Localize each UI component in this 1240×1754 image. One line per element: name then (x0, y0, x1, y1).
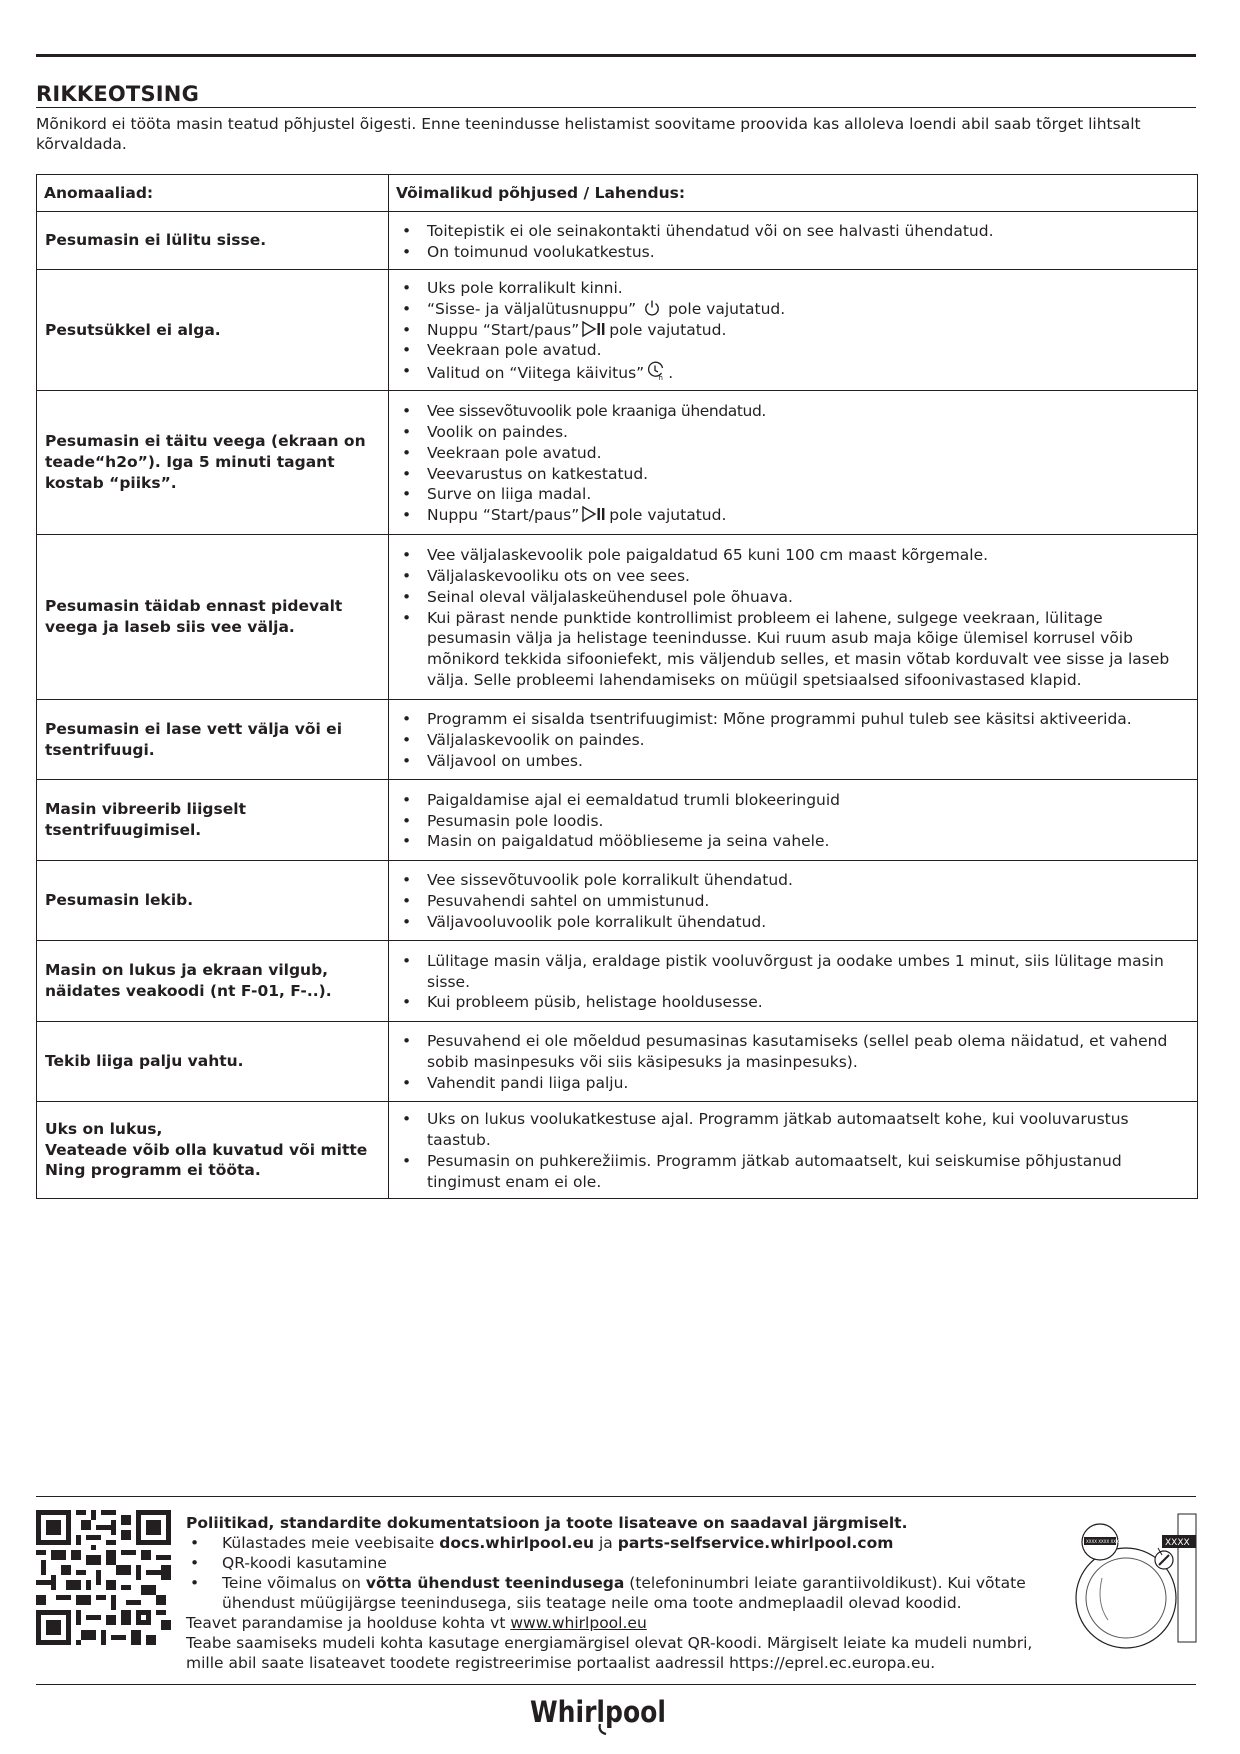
cause-item: • Vee väljalaskevoolik pole paigaldatud 65 kuni 100 cm maast kõrgemale. (397, 545, 1191, 566)
cause-text: Valitud on “Viitega käivitus” (427, 364, 645, 383)
intro-text: Mõnikord ei tööta masin teatud põhjustel õigesti. Enne teenindusse helistamist soovitame proovida kas alloleva loendi abil saab tõrget lihtsalt kõrvaldada. (36, 115, 1141, 153)
cause-item: • Kui pärast nende punktide kontrollimist probleem ei lahene, sulgege veekraan, lülitage pesumasin välja ja helistage teenindusse. Kui ruum asub maja kõige ülemisel korrusel võib mõnikord tekkida sifooniefekt, mis väljendub selles, et masin võtab korduvalt vee sisse ja laseb välja. Selle probleemi lahendamiseks on müügil spetsiaalsed sifoonivastased klapid. (397, 608, 1191, 691)
anomaly-cell: Pesumasin ei täitu veega (ekraan on teade“h2o”). Iga 5 minuti tagant kostab “piiks”. (37, 391, 389, 535)
troubleshooting-table (36, 174, 1198, 1199)
cause-item: • Veevarustus on katkestatud. (397, 464, 1191, 485)
power-icon (643, 299, 661, 317)
cause-text: Nuppu “Start/paus” (427, 320, 580, 339)
footer-info (186, 1513, 1066, 1673)
cause-item: • Pesumasin pole loodis. (397, 811, 1191, 832)
footer-top-rule (36, 1496, 1196, 1497)
parts-link[interactable]: parts-selfservice.whirlpool.com (617, 1534, 894, 1552)
causes-cell (389, 270, 1198, 391)
title-underline (36, 107, 1196, 108)
whirlpool-link[interactable]: www.whirlpool.eu (510, 1614, 647, 1632)
cause-item: • On toimunud voolukatkestus. (397, 242, 1191, 263)
column-header-causes: Võimalikud põhjused / Lahendus: (389, 175, 1198, 212)
cause-text: pole vajutatud. (609, 506, 727, 525)
cause-item: • Väljavooluvoolik pole korralikult ühendatud. (397, 912, 1191, 933)
causes-cell (389, 391, 1198, 535)
anomaly-line: Ning programm ei tööta. (45, 1161, 261, 1180)
cause-item: • Pesuvahendi sahtel on ummistunud. (397, 891, 1191, 912)
cause-text: pole vajutatud. (668, 299, 786, 318)
causes-cell (389, 212, 1198, 270)
footer-text: ja (594, 1534, 618, 1552)
cause-item: • Voolik on paindes. (397, 422, 1191, 443)
top-rule (36, 54, 1196, 57)
footer-list (186, 1533, 1066, 1613)
cause-item: • Uks on lukus voolukatkestuse ajal. Programm jätkab automaatselt kohe, kui vooluvarustus taastub. (397, 1109, 1191, 1151)
start-pause-icon (581, 505, 607, 523)
cause-item: • Vee sissevõtuvoolik pole korralikult ühendatud. (397, 870, 1191, 891)
cause-item: • Masin on paigaldatud mööblieseme ja seina vahele. (397, 831, 1191, 852)
table-row (37, 270, 1198, 391)
causes-cell (389, 780, 1198, 861)
cause-item: • Seinal oleval väljalaskeühendusel pole õhuava. (397, 587, 1191, 608)
whirlpool-logo (528, 1688, 668, 1736)
cause-item: • Lülitage masin välja, eraldage pistik vooluvõrgust ja oodake umbes 1 minut, siis lülitage masin sisse. (397, 951, 1191, 993)
footer-bottom-rule (36, 1684, 1196, 1685)
cause-item: • Toitepistik ei ole seinakontakti ühendatud või on see halvasti ühendatud. (397, 221, 1191, 242)
model-code-badge: XXXX (1165, 1538, 1190, 1548)
anomaly-cell: Pesutsükkel ei alga. (37, 270, 389, 391)
table-row (37, 861, 1198, 941)
cause-item: • Uks pole korralikult kinni. (397, 278, 1191, 299)
cause-text: “Sisse- ja väljalütusnuppu” (427, 299, 637, 318)
repair-info (186, 1613, 1066, 1633)
cause-item: • Vahendit pandi liiga palju. (397, 1073, 1191, 1094)
anomaly-cell: Masin on lukus ja ekraan vilgub, näidates veakoodi (nt F-01, F-..). (37, 941, 389, 1022)
anomaly-cell: Masin vibreerib liigselt tsentrifuugimisel. (37, 780, 389, 861)
delay-start-icon (646, 361, 666, 381)
cause-item: • Väljalaskevooliku ots on vee sees. (397, 566, 1191, 587)
footer-item: • QR-koodi kasutamine (186, 1553, 1066, 1573)
table-row (37, 391, 1198, 535)
cause-text: pole vajutatud. (609, 320, 727, 339)
svg-text:h: h (658, 374, 664, 383)
cause-item: • Pesumasin on puhkerežiimis. Programm jätkab automaatselt, kui seiskumise põhjustanud tingimust enam ei ole. (397, 1151, 1191, 1193)
cause-text: . (668, 364, 674, 383)
cause-item (397, 320, 1191, 341)
causes-cell (389, 535, 1198, 700)
table-row (37, 535, 1198, 700)
cause-item (397, 505, 1191, 526)
page-title: RIKKEOTSING (36, 82, 200, 106)
causes-cell (389, 941, 1198, 1022)
cause-item: • Paigaldamise ajal ei eemaldatud trumli blokeeringuid (397, 790, 1191, 811)
cause-item (397, 361, 1191, 384)
table-row (37, 212, 1198, 270)
causes-cell (389, 861, 1198, 941)
start-pause-icon (581, 320, 607, 338)
anomaly-cell: Pesumasin lekib. (37, 861, 389, 941)
causes-cell (389, 1022, 1198, 1102)
column-header-anomaly: Anomaaliad: (37, 175, 389, 212)
table-row (37, 941, 1198, 1022)
cause-item: • Vee sissevõtuvoolik pole kraaniga ühendatud. (397, 401, 1191, 422)
cause-item: • Veekraan pole avatud. (397, 340, 1191, 361)
table-row (37, 1102, 1198, 1199)
anomaly-line: Veateade võib olla kuvatud või mitte (45, 1140, 368, 1159)
table-row (37, 1022, 1198, 1102)
docs-link[interactable]: docs.whirlpool.eu (439, 1534, 595, 1552)
cause-item: • Pesuvahend ei ole mõeldud pesumasinas kasutamiseks (sellel peab olema näidatud, et vahend sobib masinpesuks või siis käsipesuks ja masinpesuks). (397, 1031, 1191, 1073)
cause-item: • Väljavool on umbes. (397, 751, 1191, 772)
anomaly-cell: Tekib liiga palju vahtu. (37, 1022, 389, 1102)
causes-cell (389, 700, 1198, 780)
dataplate-label: XXXX XXXX XXXX X (1086, 1539, 1126, 1544)
cause-item: • Surve on liiga madal. (397, 484, 1191, 505)
table-row (37, 780, 1198, 861)
footer-text: (telefoninumbri leiate garantiivoldikust). Kui võtate ühendust müügijärgse teenindusega, siis teatage neile oma toote andmeplaadil olevad koodid. (222, 1574, 1026, 1612)
anomaly-cell (37, 1102, 389, 1199)
table-row (37, 700, 1198, 780)
footer-item (186, 1573, 1066, 1613)
anomaly-cell: Pesumasin ei lülitu sisse. (37, 212, 389, 270)
brand-wordmark: Whirlpool (530, 1695, 666, 1729)
machine-dataplate-illustration (1066, 1508, 1198, 1648)
footer-bold-text: võtta ühendust teenindusega (365, 1574, 625, 1592)
cause-text: Nuppu “Start/paus” (427, 506, 580, 525)
anomaly-cell: Pesumasin ei lase vett välja või ei tsentrifuugi. (37, 700, 389, 780)
qr-code (36, 1510, 171, 1645)
anomaly-cell: Pesumasin täidab ennast pidevalt veega ja laseb siis vee välja. (37, 535, 389, 700)
footer-text: Teine võimalus on (222, 1574, 366, 1592)
cause-item (397, 299, 1191, 320)
cause-item: • Veekraan pole avatud. (397, 443, 1191, 464)
footer-headline: Poliitikad, standardite dokumentatsioon ja toote lisateave on saadaval järgmiselt. (186, 1514, 908, 1532)
table-header-row (37, 175, 1198, 212)
footer-item (186, 1533, 1066, 1553)
footer-text: Teavet parandamise ja hoolduse kohta vt (186, 1614, 511, 1632)
causes-cell (389, 1102, 1198, 1199)
cause-item: • Programm ei sisalda tsentrifuugimist: Mõne programmi puhul tuleb see käsitsi aktiveerida. (397, 709, 1191, 730)
footer-text: Külastades meie veebisaite (222, 1534, 440, 1552)
cause-item: • Kui probleem püsib, helistage hooldusesse. (397, 992, 1191, 1013)
energy-info: Teabe saamiseks mudeli kohta kasutage energiamärgisel olevat QR-koodi. Märgiselt leiate ka mudeli numbri, mille abil saate lisateavet toodete registreerimise portaalist aadressil https://eprel.ec.europa.eu. (186, 1634, 1033, 1672)
cause-item: • Väljalaskevoolik on paindes. (397, 730, 1191, 751)
anomaly-line: Uks on lukus, (45, 1119, 163, 1138)
